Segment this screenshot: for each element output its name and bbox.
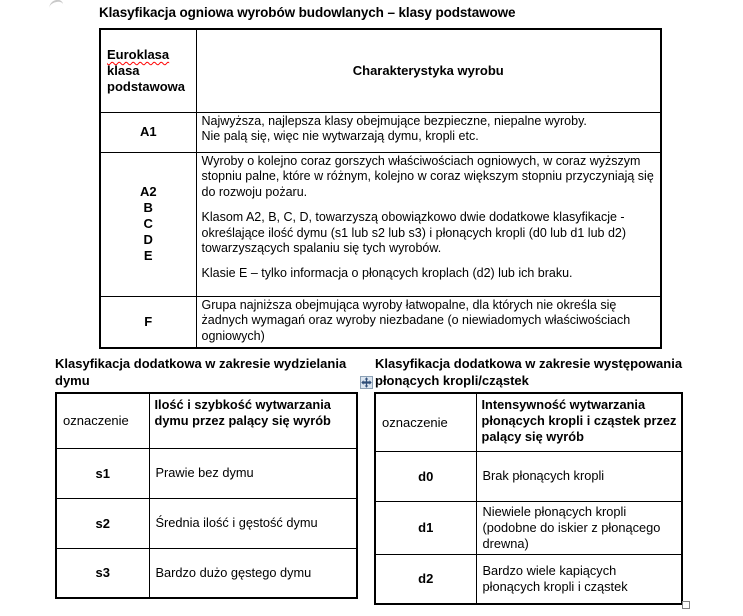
class-line: E xyxy=(143,248,153,263)
euroclass-header-line-1: Euroklasa xyxy=(107,46,170,62)
smoke-table xyxy=(55,392,358,599)
table-resize-square-handle[interactable] xyxy=(682,601,690,609)
desc-s3: Bardzo dużo gęstego dymu xyxy=(149,548,357,598)
table-move-cross-arrows-icon[interactable] xyxy=(360,376,373,389)
euroclass-table xyxy=(99,28,662,349)
desc-s2: Średnia ilość i gęstość dymu xyxy=(149,498,357,548)
class-line: A2 xyxy=(139,184,157,199)
class-line: C xyxy=(143,216,153,231)
euroclass-header-line-2: klasa xyxy=(107,62,140,78)
table-row-s2 xyxy=(56,498,357,548)
droplets-designation-header: oznaczenie xyxy=(375,393,476,451)
smoke-designation-header: oznaczenie xyxy=(56,393,149,448)
code-d2: d2 xyxy=(375,554,476,604)
desc-d2: Bardzo wiele kapiących płonących kropli i cząstek xyxy=(476,554,682,604)
class-description-f xyxy=(196,296,661,348)
code-d0: d0 xyxy=(375,451,476,501)
description-paragraph: Grupa najniższa obejmująca wyroby łatwopalne, dla których nie określa się żadnych wymagań oraz wyroby niezbadane (o niewiadomych właściwościach ogniowych) xyxy=(201,297,631,344)
code-s1: s1 xyxy=(56,448,149,498)
droplets-table xyxy=(374,392,683,605)
description-paragraph: Wyroby o kolejno coraz gorszych właściwościach ogniowych, w coraz wyższym stopniu palne, które w różnym, kolejno w coraz większym stopniu przyczyniają się do rozwoju pożaru. xyxy=(201,153,654,200)
class-description-a2-e xyxy=(196,152,661,296)
class-description-a1 xyxy=(196,112,661,152)
description-paragraph: Klasom A2, B, C, D, towarzyszą obowiązkowo dwie dodatkowe klasyfikacje - określające ilość dymu (s1 lub s2 lub s3) i płonących kropli (d0 lub d1 lub d2) towarzyszących spalaniu się tych wyrobów. xyxy=(201,209,627,256)
smoke-table-header-row xyxy=(56,393,357,448)
class-label-a2-e xyxy=(100,152,196,296)
smoke-section-title: Klasyfikacja dodatkowa w zakresie wydzielania dymu xyxy=(55,356,347,388)
class-label-a1: A1 xyxy=(100,112,196,152)
code-s2: s2 xyxy=(56,498,149,548)
smoke-description-header: Ilość i szybkość wytwarzania dymu przez palący się wyrób xyxy=(149,393,357,448)
code-s3: s3 xyxy=(56,548,149,598)
table-row-a1 xyxy=(100,112,661,152)
euroclass-table-header-row xyxy=(100,29,661,112)
desc-d1: Niewiele płonących kropli (podobne do iskier z płonącego drewna) xyxy=(476,501,682,554)
description-line: Nie palą się, więc nie wytwarzają dymu, kropli etc. xyxy=(201,129,479,144)
class-line: D xyxy=(143,232,153,247)
class-label-f: F xyxy=(100,296,196,348)
euroclass-header-cell xyxy=(100,29,196,112)
droplets-section-title: Klasyfikacja dodatkowa w zakresie występowania płonących kropli/cząstek xyxy=(375,356,683,388)
droplets-table-header-row xyxy=(375,393,682,451)
desc-d0: Brak płonących kropli xyxy=(476,451,682,501)
desc-s1: Prawie bez dymu xyxy=(149,448,357,498)
table-row-a2-e xyxy=(100,152,661,296)
droplets-description-header: Intensywność wytwarzania płonących kropli i cząstek przez palący się wyrób xyxy=(476,393,682,451)
characteristics-header-cell: Charakterystyka wyrobu xyxy=(196,29,661,112)
euroclass-header-line-3: podstawowa xyxy=(107,78,186,94)
screenshot-artifact xyxy=(49,0,64,8)
table-row-f xyxy=(100,296,661,348)
table-row-d2 xyxy=(375,554,682,604)
table-row-d1 xyxy=(375,501,682,554)
table-row-d0 xyxy=(375,451,682,501)
code-d1: d1 xyxy=(375,501,476,554)
class-line: B xyxy=(143,200,153,215)
table-row-s3 xyxy=(56,548,357,598)
description-line: Najwyższa, najlepsza klasy obejmujące bezpieczne, niepalne wyroby. xyxy=(201,113,587,128)
description-paragraph: Klasie E – tylko informacja o płonących kroplach (d2) lub ich braku. xyxy=(201,266,573,281)
main-title: Klasyfikacja ogniowa wyrobów budowlanych – klasy podstawowe xyxy=(99,5,516,20)
table-row-s1 xyxy=(56,448,357,498)
